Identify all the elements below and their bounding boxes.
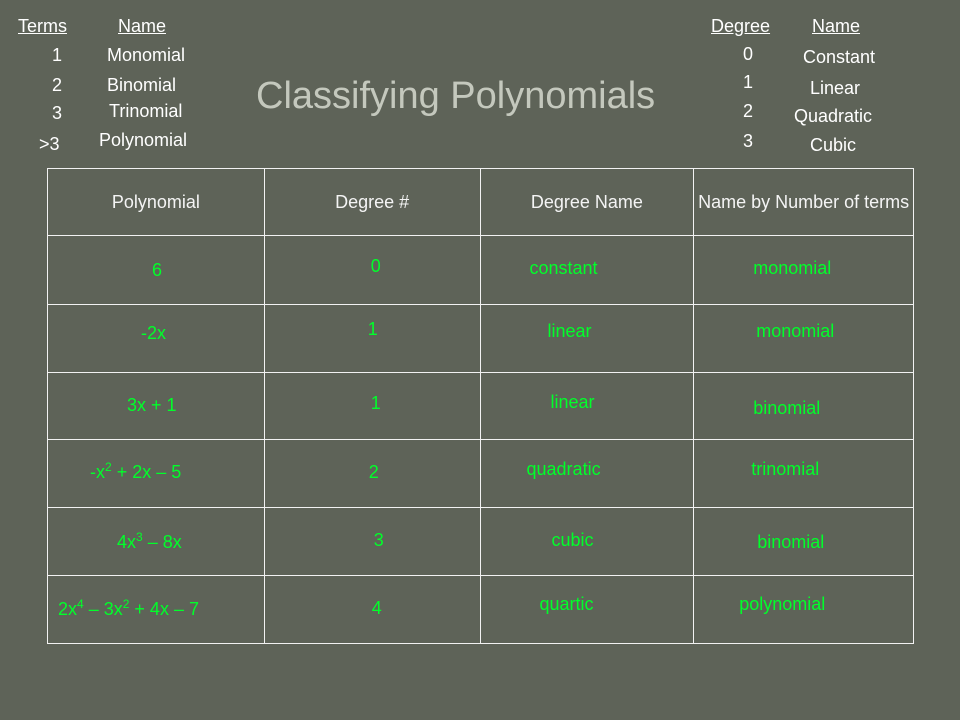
cell-polynomial: $2x^4 - 3x^2 + 4x - 7$ [58,597,199,619]
terms-key-name: Polynomial [99,130,188,150]
cell-polynomial: $4x^3 - 8x$ [117,530,182,552]
cell-terms-name: binomial [753,398,821,418]
cell-degree-name: cubic [551,530,594,550]
header-degree-number: Degree # [264,169,480,236]
cell-degree-name: quadratic [526,459,601,479]
degree-key-name: Constant [803,47,876,67]
table-row [48,373,914,440]
cell-degree-name: quartic [539,594,594,614]
degree-key-degree: 3 [743,131,754,151]
table-row [48,440,914,508]
header-degree-name: Degree Name [480,169,694,236]
header-polynomial: Polynomial [48,169,265,236]
terms-key-terms: >3 [39,134,60,154]
cell-degree: 0 [370,256,381,276]
cell-terms-name: polynomial [739,594,826,614]
terms-key-terms: 1 [52,45,63,65]
degree-key-header-degree: Degree [711,16,771,36]
cell-polynomial: 3x + 1 [127,395,177,415]
cell-degree: 1 [367,319,378,339]
degree-key-degree: 0 [743,44,754,64]
terms-key-header-name: Name [118,16,167,36]
cell-polynomial: $-x^2 + 2x - 5$ [90,460,182,482]
cell-degree-name: linear [550,392,595,412]
cell-degree: 3 [373,530,384,550]
degree-key-degree: 1 [743,72,754,92]
cell-degree: 1 [370,393,381,413]
table-row [48,305,914,373]
cell-degree: 2 [368,462,379,482]
classification-table [47,168,914,644]
terms-key-name: Monomial [107,45,186,65]
terms-key-header-terms: Terms [18,16,67,36]
cell-polynomial: -2x [141,323,167,343]
cell-degree-name: constant [529,258,598,278]
table-row [48,508,914,576]
cell-degree-name: linear [547,321,592,341]
terms-key-name: Binomial [107,75,177,95]
table-row [48,236,914,305]
cell-terms-name: trinomial [751,459,820,479]
cell-terms-name: binomial [757,532,825,552]
slide-title: Classifying Polynomials [256,75,656,117]
cell-terms-name: monomial [753,258,832,278]
cell-terms-name: monomial [756,321,835,341]
degree-key-degree: 2 [743,101,754,121]
degree-key-name: Linear [810,78,861,98]
terms-key-name: Trinomial [109,101,183,121]
header-terms-name: Name by Number of terms [694,169,914,236]
degree-key-name: Cubic [810,135,857,155]
cell-polynomial: 6 [152,260,163,280]
degree-key-header-name: Name [812,16,861,36]
table-header-row [48,169,914,236]
cell-degree: 4 [371,598,382,618]
terms-key-terms: 2 [52,75,63,95]
terms-key-terms: 3 [52,103,63,123]
table-row [48,576,914,644]
degree-key-name: Quadratic [794,106,873,126]
